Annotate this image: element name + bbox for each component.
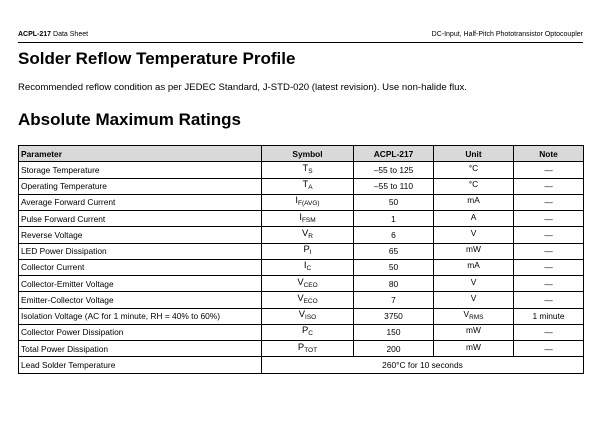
cell-symbol (262, 292, 354, 308)
cell-value: 7 (354, 292, 434, 308)
cell-note: — (514, 341, 584, 357)
cell-note: — (514, 259, 584, 275)
header-rule (18, 42, 583, 43)
cell-parameter: Average Forward Current (19, 194, 262, 210)
unit-base: V (470, 227, 477, 238)
cell-parameter: Isolation Voltage (AC for 1 minute, RH = 40% to 60%) (19, 308, 262, 324)
unit-base: V (463, 309, 470, 320)
cell-note: — (514, 194, 584, 210)
cell-unit (434, 194, 514, 210)
cell-parameter: Pulse Forward Current (19, 211, 262, 227)
cell-symbol (262, 211, 354, 227)
table-row (19, 178, 584, 194)
cell-unit (434, 178, 514, 194)
cell-unit (434, 227, 514, 243)
absolute-max-title: Absolute Maximum Ratings (18, 110, 241, 129)
cell-symbol (262, 341, 354, 357)
symbol-subscript: C (308, 330, 313, 338)
unit-subscript: RMS (469, 314, 484, 322)
table-row (19, 162, 584, 178)
cell-parameter: Collector-Emitter Voltage (19, 276, 262, 292)
table-row (19, 259, 584, 275)
cell-parameter: Total Power Dissipation (19, 341, 262, 357)
unit-base: V (470, 276, 477, 287)
cell-value: 65 (354, 243, 434, 259)
cell-value: 1 (354, 211, 434, 227)
cell-note: — (514, 162, 584, 178)
cell-symbol (262, 194, 354, 210)
cell-value: –55 to 125 (354, 162, 434, 178)
table-row (19, 292, 584, 308)
unit-base: °C (468, 179, 479, 190)
cell-unit (434, 276, 514, 292)
symbol-base: V (297, 275, 304, 287)
symbol-subscript: ECO (303, 297, 318, 305)
table-row (19, 243, 584, 259)
symbol-base: V (298, 308, 306, 320)
cell-unit (434, 324, 514, 340)
col-header-part: ACPL-217 (354, 146, 434, 162)
symbol-base: T (302, 178, 309, 190)
solder-reflow-title: Solder Reflow Temperature Profile (18, 49, 296, 68)
cell-note: — (514, 227, 584, 243)
cell-symbol (262, 276, 354, 292)
symbol-base: I (295, 194, 299, 206)
header-part-number: ACPL-217 (18, 31, 52, 38)
cell-note: — (514, 178, 584, 194)
cell-parameter: Operating Temperature (19, 178, 262, 194)
cell-value: 3750 (354, 308, 434, 324)
cell-parameter: Lead Solder Temperature (19, 357, 262, 373)
table-row (19, 194, 584, 210)
table-row (19, 341, 584, 357)
cell-unit (434, 211, 514, 227)
cell-symbol (262, 162, 354, 178)
cell-parameter: Collector Current (19, 259, 262, 275)
table-row (19, 276, 584, 292)
symbol-subscript: CEO (303, 281, 318, 289)
cell-symbol (262, 178, 354, 194)
col-header-symbol: Symbol (262, 146, 354, 162)
cell-value: –55 to 110 (354, 178, 434, 194)
cell-lead-solder-value: 260°C for 10 seconds (262, 357, 584, 373)
symbol-base: P (297, 340, 305, 352)
unit-base: °C (468, 162, 479, 173)
cell-symbol (262, 324, 354, 340)
table-row (19, 357, 584, 373)
header-left (18, 30, 88, 39)
symbol-base: V (297, 291, 304, 303)
symbol-base: T (302, 161, 309, 173)
symbol-subscript: S (308, 167, 313, 175)
symbol-subscript: TOT (304, 346, 318, 354)
unit-base: mW (466, 244, 481, 255)
header-right: DC-Input, Half-Pitch Phototransistor Optocoupler (431, 31, 583, 38)
col-header-parameter: Parameter (19, 146, 262, 162)
cell-symbol (262, 308, 354, 324)
col-header-unit: Unit (434, 146, 514, 162)
cell-value: 6 (354, 227, 434, 243)
symbol-base: I (299, 210, 302, 222)
unit-base: A (470, 211, 477, 222)
col-header-note: Note (514, 146, 584, 162)
cell-symbol (262, 259, 354, 275)
cell-parameter: Storage Temperature (19, 162, 262, 178)
symbol-subscript: ISO (305, 314, 317, 322)
solder-reflow-text: Recommended reflow condition as per JEDEC Standard, J-STD-020 (latest revision). Use non-halide flux. (18, 82, 467, 93)
symbol-base: V (302, 226, 309, 238)
cell-unit (434, 243, 514, 259)
symbol-subscript: C (306, 265, 312, 273)
cell-symbol (262, 227, 354, 243)
unit-base: mW (466, 325, 481, 336)
cell-parameter: Emitter-Collector Voltage (19, 292, 262, 308)
symbol-subscript: R (308, 232, 313, 240)
cell-note: — (514, 324, 584, 340)
cell-parameter: Reverse Voltage (19, 227, 262, 243)
header-doc-type: Data Sheet (53, 31, 89, 38)
table-row (19, 227, 584, 243)
table-header-row (19, 146, 584, 162)
cell-value: 80 (354, 276, 434, 292)
cell-parameter: Collector Power Dissipation (19, 324, 262, 340)
cell-value: 150 (354, 324, 434, 340)
cell-value: 50 (354, 259, 434, 275)
symbol-base: P (302, 324, 309, 336)
unit-base: mA (467, 195, 480, 206)
table-row (19, 324, 584, 340)
cell-note: 1 minute (514, 308, 584, 324)
cell-unit (434, 308, 514, 324)
cell-note: — (514, 292, 584, 308)
cell-symbol (262, 243, 354, 259)
symbol-base: P (303, 243, 310, 255)
table-row (19, 308, 584, 324)
symbol-base: I (303, 259, 307, 271)
unit-base: mW (466, 341, 481, 352)
cell-parameter: LED Power Dissipation (19, 243, 262, 259)
symbol-subscript: FSM (301, 216, 316, 224)
cell-note: — (514, 211, 584, 227)
page-header (18, 30, 583, 39)
symbol-subscript: F(AVG) (298, 200, 320, 208)
cell-unit (434, 162, 514, 178)
cell-unit (434, 341, 514, 357)
table-row (19, 211, 584, 227)
absolute-max-ratings-table (18, 145, 584, 374)
cell-unit (434, 292, 514, 308)
cell-value: 200 (354, 341, 434, 357)
unit-base: mA (467, 260, 480, 271)
cell-value: 50 (354, 194, 434, 210)
cell-unit (434, 259, 514, 275)
symbol-subscript: A (308, 184, 313, 192)
cell-note: — (514, 276, 584, 292)
unit-base: V (470, 292, 477, 303)
symbol-subscript: I (309, 249, 312, 257)
cell-note: — (514, 243, 584, 259)
